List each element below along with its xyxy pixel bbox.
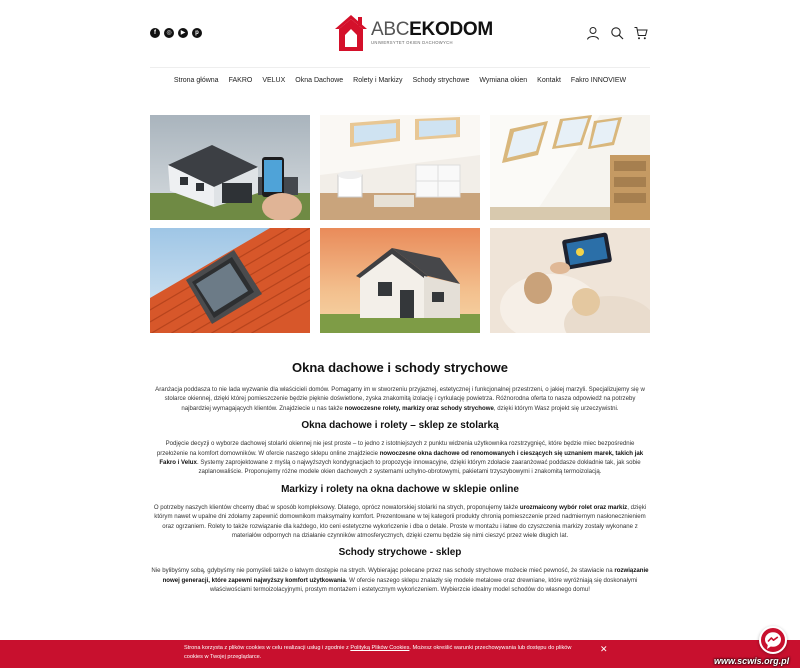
nav-strona-glowna[interactable]: Strona główna <box>173 77 219 84</box>
nav-fakro-innoview[interactable]: Fakro INNOVIEW <box>570 77 627 84</box>
house-logo-icon <box>333 13 369 53</box>
cart-icon[interactable] <box>634 26 648 40</box>
section-paragraph-markizy: O potrzeby naszych klientów chcemy dbać w sposób kompleksowy. Dlatego, oprócz nowatorskiej stolarki na strych, proponujemy także urozmaicony wybór rolet oraz markiz, dzięki którym nawet w upalne dni zdołamy zapewnić domownikom maksymalny komfort. Prezentowane w tej kategorii produkty chronią pomieszczenie przed nadmiernym nasłonecznieniem oraz ogrzaniem. Rolety to także rozwiązanie dla każdego, kto ceni estetyczne wykończenie i dba o detale. Proste w montażu i łatwe do czyszczenia markizy zostały wykonane z materiałów odpornych na działanie czynników atmosferycznych, dzięki czemu będzie się nimi cieszyć przez wiele długich lat. <box>153 503 647 540</box>
section-heading-markizy: Markizy i rolety na okna dachowe w sklepie online <box>281 483 519 495</box>
page-title: Okna dachowe i schody strychowe <box>291 360 508 375</box>
section-paragraph-schody: Nie bylibyśmy sobą, gdybyśmy nie pomyśleli także o łatwym dostępie na strych. Wybierając polecane przez nas schody strychowe możecie mieć pewność, że stawiacie na rozwiązanie nowej generacji, które zapewni najwyższy komfort użytkowania. W ofercie naszego sklepu znalazły się modele metalowe oraz drewniane, które wyróżniają się doskonałymi właściwościami termoizolacyjnymi, prostym montażem i estetycznym wykończeniem. Wybierzcie idealny model schodów do własnego domu! <box>151 567 649 594</box>
nav-fakro[interactable]: FAKRO <box>228 77 253 84</box>
logo-wordmark: ABCEKODOM UNIWERSYTET OKIEN DACHOWYCH <box>371 19 493 46</box>
instagram-icon[interactable]: ◎ <box>164 28 174 38</box>
section-heading-schody: Schody strychowe - sklep <box>338 547 462 559</box>
social-links <box>150 28 202 38</box>
gallery-tile-house-sunset[interactable] <box>320 228 480 333</box>
nav-kontakt[interactable]: Kontakt <box>537 77 561 84</box>
messenger-icon <box>761 628 785 652</box>
nav-schody-strychowe[interactable]: Schody strychowe <box>412 77 470 84</box>
site-logo[interactable] <box>333 12 493 54</box>
cookie-policy-link[interactable]: Polityką Plików Cookies <box>350 645 410 651</box>
cookie-notice-text: Strona korzysta z plików cookies w celu realizacji usług i zgodnie z Polityką Plików Cookies. Możesz określić warunki przechowywania lub dostępu do plików cookies w Twojej przeglądarce. <box>184 645 572 661</box>
header-actions <box>586 26 648 40</box>
main-navigation <box>150 74 650 88</box>
cookie-banner <box>0 640 800 668</box>
nav-rolety-markizy[interactable]: Rolety i Markizy <box>353 77 403 84</box>
search-icon[interactable] <box>610 26 624 40</box>
gallery-tile-roof-window[interactable] <box>150 228 310 333</box>
gallery-tile-modern-house[interactable] <box>150 115 310 220</box>
main-content <box>150 360 650 595</box>
messenger-chat-button[interactable] <box>759 626 787 654</box>
youtube-icon[interactable]: ▶ <box>178 28 188 38</box>
close-icon[interactable]: ✕ <box>600 644 608 654</box>
gallery-tile-attic-windows[interactable] <box>490 115 650 220</box>
site-header <box>0 0 800 68</box>
category-gallery <box>150 115 650 334</box>
gallery-tile-couple-tablet[interactable] <box>490 228 650 333</box>
section-paragraph-okna-rolety: Podjęcie decyzji o wyborze dachowej stolarki okiennej nie jest proste – to jedno z istotniejszych z punktu widzenia użytkownika rozstrzygnięć, które będzie miec bezpośrednie przełożenie na komfort domowników. W ofercie naszego sklepu online znajdziecie nowoczesne okna dachowe od renomowanych i cieszących się uznaniem marek, takich jak Fakro i Velux. Systemy zaprojektowane z myślą o najwyższych kondygnacjach to propozycje innowacyjne, dzięki którym zdołacie zaaranżować poddasze dokładnie tak, jak sobie zaplanowaliście. Proponujemy różne modele okien dachowych z systemami uchylno-obrotowymi, pakietami trzyszybowymi i znakomitą termoizolacją. <box>156 440 644 476</box>
nav-okna-dachowe[interactable]: Okna Dachowe <box>295 77 344 84</box>
user-account-icon[interactable] <box>586 26 600 40</box>
facebook-icon[interactable]: f <box>150 28 160 38</box>
header-divider <box>150 67 650 68</box>
watermark-text: www.scwis.org.pl <box>714 656 790 666</box>
pinterest-icon[interactable]: p <box>192 28 202 38</box>
nav-velux[interactable]: VELUX <box>262 77 286 84</box>
section-heading-okna-rolety: Okna dachowe i rolety – sklep ze stolarką <box>301 420 499 432</box>
nav-wymiana-okien[interactable]: Wymiana okien <box>479 77 528 84</box>
intro-paragraph: Aranżacja poddasza to nie lada wyzwanie dla właścicieli domów. Pomagamy im w stworzeniu przyjaznej, estetycznej i funkcjonalnej przestrzeni, o jakiej marzyli. Specjalizujemy się w stolarce okiennej, dzięki której pomieszczenie będzie pięknie doświetlone, zyska znakomitą izolację i cyrkulację powietrza. Różnorodna oferta to nasza odpowiedź na potrzeby najbardziej wymagających klientów. Znajdziecie u nas także nowoczesne rolety, markizy oraz schody strychowe, dzięki którym Wasz projekt się urzeczywistni. <box>155 386 645 412</box>
gallery-tile-attic-room[interactable] <box>320 115 480 220</box>
